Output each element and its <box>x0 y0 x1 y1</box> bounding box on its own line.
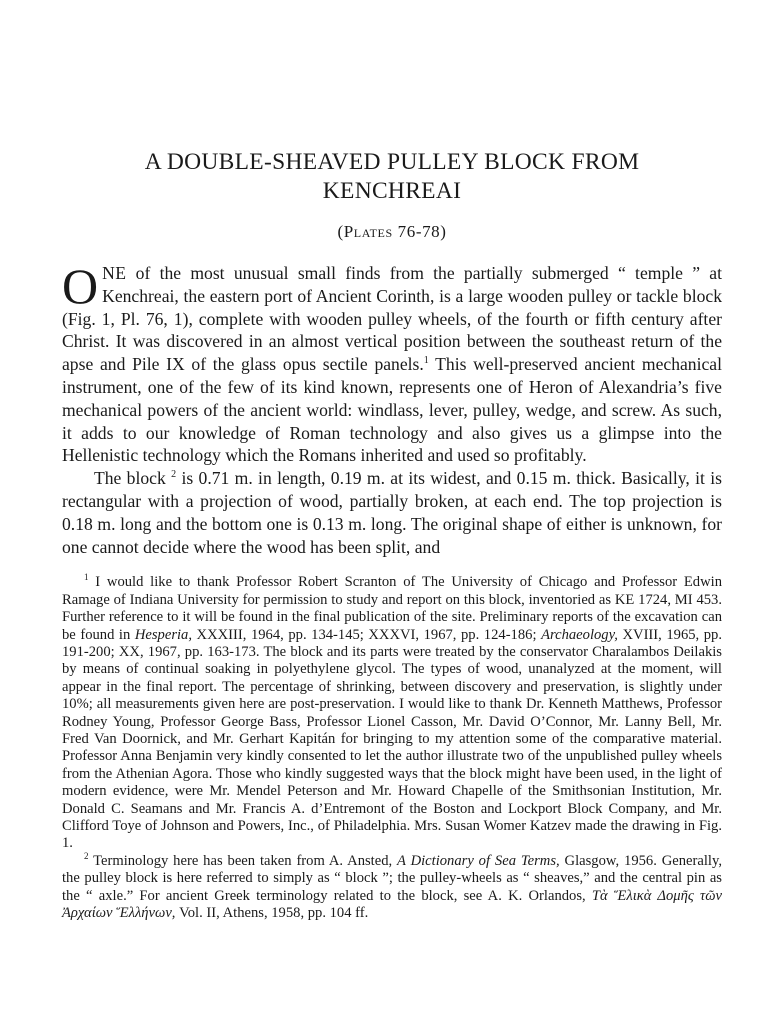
plates-open-paren: ( <box>337 222 344 241</box>
footnote-2-number: 2 <box>84 851 89 861</box>
plates-word: Plates <box>343 222 393 241</box>
footnote-1-text-a: I would like to thank Professor Robert Scranton of The University of Chicago and Professor Edwin Ramage of Indiana University for permission to study and report on this block, inventoried as KE 1724, MI 453. Further reference to it will be found in the final publication of the site. Preliminary reports of the excavation can be found in <box>62 574 722 643</box>
paragraph-2-text-b: is 0.71 m. in length, 0.19 m. at its widest, and 0.15 m. thick. Basically, it is rectangular with a projection of wood, partially broken, at each end. The top projection is 0.18 m. long and the bottom one is 0.13 m. long. The original shape of either is unknown, for one cannot decide where the wood has been split, and <box>62 468 723 557</box>
footnote-2 <box>62 853 722 923</box>
article-title <box>62 148 722 206</box>
footnote-ref-1[interactable]: 1 <box>423 355 429 367</box>
drop-cap-letter: O <box>62 258 99 314</box>
footnote-2-text-c: Vol. II, Athens, 1958, pp. 104 ff. <box>175 905 369 922</box>
footnote-2-book-title: A Dictionary of Sea Terms, <box>397 852 560 869</box>
footnotes-section <box>62 574 722 922</box>
article-body <box>62 258 723 558</box>
article-page <box>62 148 722 922</box>
footnote-2-greek-title: Τὰ Ἕλικὰ Δομῆς τῶν Ἀρχαίων Ἕλλήνων, <box>62 887 722 922</box>
footnote-1 <box>62 574 722 853</box>
paragraph-2-text-a: The block <box>94 468 166 489</box>
paragraph-2 <box>62 467 722 558</box>
lead-caps-word: NE <box>102 263 127 283</box>
article-title-line-1: A DOUBLE-SHEAVED PULLEY BLOCK FROM <box>144 149 640 175</box>
paragraph-1 <box>62 258 723 467</box>
footnote-1-number: 1 <box>84 572 89 583</box>
plates-range: 76-78) <box>392 222 447 241</box>
footnote-2-text-b: Glasgow, 1956. Generally, the pulley block is here referred to simply as “ block ”; the pulley-wheels as “ sheaves,” and the central pin as the “ axle.” For ancient Greek terminology related to the block, see A. K. Orlandos, <box>62 852 722 904</box>
footnote-ref-2[interactable]: 2 <box>171 469 177 481</box>
paragraph-1-text-b: This well-preserved ancient mechanical instrument, one of the few of its kind known, represents one of Heron of Alexandria’s five mechanical powers of the ancient world: windlass, lever, pulley, wedge, and screw. As such, it adds to our knowledge of Roman technology and also gives us a glimpse into the Hellenistic technology which the Romans inherited and used so profitably. <box>62 354 723 466</box>
footnote-1-text-c: XVIII, 1965, pp. 191-200; XX, 1967, pp. 163-173. The block and its parts were treated by the conservator Charalambos Deilakis by means of continual soaking in polyethylene glycol. The types of wood, unanalyzed at the moment, will appear in the final report. The percentage of shrinking, between discovery and preservation, is slightly under 10%; all measurements given here are post-preservation. I would like to thank Dr. Kenneth Matthews, Professor Rodney Young, Professor George Bass, Professor Lionel Casson, Mr. David O’Connor, Mr. Lanny Bell, Mr. Fred Van Doornick, and Mr. Gerhart Kapitán for bringing to my attention some of the comparative material. Professor Anna Benjamin very kindly consented to let the author illustrate two of the unpublished pulley wheels from the Athenian Agora. Those who kindly suggested ways that the block might have been used, in the light of modern evidence, were Mr. Mendel Peterson and Mr. Howard Chapelle of the Smithsonian Institution, Mr. Donald C. Seamans and Mr. Francis A. d’Entremont of the Boston and Lockport Block Company, and Mr. Clifford Toye of Johnson and Powers, Inc., of Philadelphia. Mrs. Susan Womer Katzev made the drawing in Fig. 1. <box>62 626 722 852</box>
footnote-1-journal-archaeology: Archaeology, <box>541 626 618 643</box>
article-title-line-2: KENCHREAI <box>322 178 462 204</box>
footnote-1-text-b: XXXIII, 1964, pp. 134-145; XXXVI, 1967, pp. 124-186; <box>192 626 542 643</box>
paragraph-1-text-a: of the most unusual small finds from the partially submerged “ temple ” at Kenchreai, the eastern port of Ancient Corinth, is a large wooden pulley or tackle block (Fig. 1, Pl. 76, 1), complete with wooden pulley wheels, of the fourth or fifth century after Christ. It was discovered in an almost vertical position between the southeast return of the apse and Pile IX of the glass opus sectile panels. <box>62 263 722 375</box>
plates-reference <box>62 222 722 242</box>
footnote-2-text-a: Terminology here has been taken from A. Ansted, <box>88 852 398 869</box>
footnote-1-journal-hesperia: Hesperia, <box>134 626 192 643</box>
